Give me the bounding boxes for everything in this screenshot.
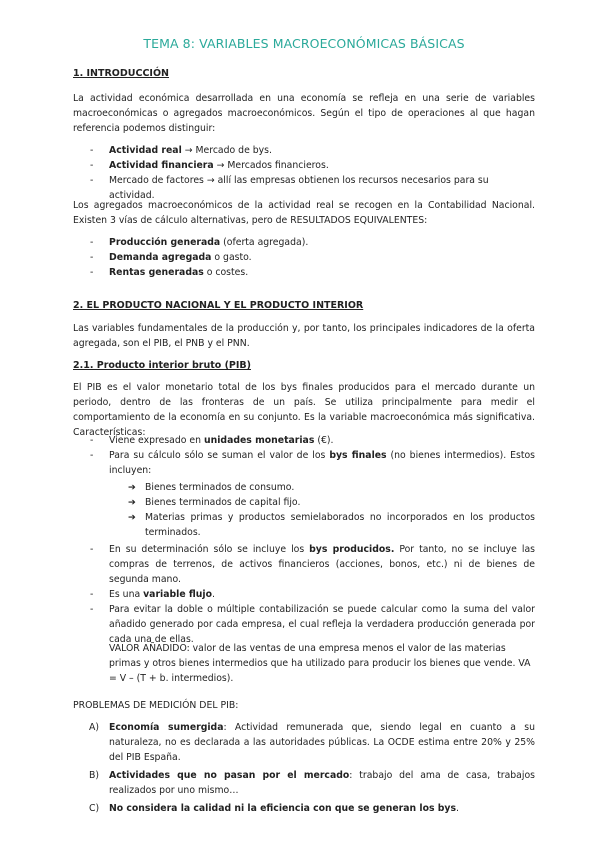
list-item: - Mercado de factores → allí las empresas obtienen los recursos necesarios para su actividad. [90,175,489,201]
problems-title: PROBLEMAS DE MEDICIÓN DEL PIB: [73,700,239,711]
problems-list [73,720,535,816]
letter-marker: B) [89,770,100,781]
dash-marker: - [90,604,94,615]
page-title: TEMA 8: VARIABLES MACROECONÓMICAS BÁSICAS [143,36,465,51]
dash-marker: - [90,589,94,600]
list-item: A) Economía sumergida: Actividad remunerada que, siendo legal en cuanto a su naturaleza, no es declarada a las autoridades públicas. La OCDE estima entre 20% y 25% del PIB España. [89,722,535,763]
dash-marker: - [90,160,94,171]
dash-marker: - [90,175,94,186]
list-item: - Producción generada (oferta agregada). [90,237,309,248]
list-item: - Actividad real → Mercado de bys. [90,145,272,156]
list-item: ➔ Bienes terminados de capital fijo. [128,497,301,508]
arrow-icon: ➔ [128,482,136,493]
list-item: - Rentas generadas o costes. [90,267,249,278]
section-heading-intro: 1. INTRODUCCIÓN [73,68,169,79]
section-heading-product: 2. EL PRODUCTO NACIONAL Y EL PRODUCTO INTERIOR [73,300,364,311]
intro-paragraph: La actividad económica desarrollada en una economía se refleja en una serie de variables macroeconómicas o agregados macroeconómicos. Según el tipo de operaciones al que hagan referencia podemos distinguir: [73,93,535,134]
dash-marker: - [90,145,94,156]
letter-marker: A) [89,722,99,733]
dash-marker: - [90,544,94,555]
list-item: - Viene expresado en unidades monetarias (€). [90,435,334,446]
fundamental-variables-paragraph: Las variables fundamentales de la producción y, por tanto, los principales indicadores de la oferta agregada, son el PIB, el PNB y el PNN. [73,323,535,349]
dash-marker: - [90,267,94,278]
subsection-heading-pib: 2.1. Producto interior bruto (PIB) [73,360,251,371]
value-added-definition: VALOR AÑADIDO: valor de las ventas de una empresa menos el valor de las materias primas y otros bienes intermedios que ha utilizado para producir los bienes que vende. VA = V – (T + b. intermedios). [109,643,531,684]
dash-marker: - [90,252,94,263]
letter-marker: C) [89,803,100,814]
list-item: - Demanda agregada o gasto. [90,252,252,263]
characteristics-list [73,433,535,647]
list-item: - Actividad financiera → Mercados financieros. [90,160,329,171]
dash-marker: - [90,435,94,446]
arrow-icon: ➔ [128,512,136,523]
list-item: - Para su cálculo sólo se suman el valor de los bys finales (no bienes intermedios). Estos incluyen: ➔ Bienes terminados de consumo. ➔ Bienes terminados de capital fijo. ➔ Materias primas y productos semielaborados no incorporados en los productos terminados. [90,450,535,538]
dash-marker: - [90,450,94,461]
list-item: ➔ Bienes terminados de consumo. [128,482,295,493]
national-accounts-paragraph: Los agregados macroeconómicos de la actividad real se recogen en la Contabilidad Nacional. Existen 3 vías de cálculo alternativas, pero de RESULTADOS EQUIVALENTES: [73,200,535,226]
arrow-icon: ➔ [128,497,136,508]
list-item: - Es una variable flujo. [90,589,215,600]
pib-definition-paragraph: El PIB es el valor monetario total de los bys finales producidos para el mercado durante un periodo, dentro de las fronteras de un país. Se utiliza principalmente para medir el comportamiento de la economía en su conjunto. Es la variable macroeconómica más significativa. Características: [73,382,535,438]
calculation-list [73,235,535,280]
list-item: B) Actividades que no pasan por el mercado: trabajo del ama de casa, trabajos realizados por uno mismo… [89,770,535,796]
activity-list [73,143,535,203]
list-item: - En su determinación sólo se incluye los bys producidos. Por tanto, no se incluye las compras de terrenos, de activos financieros (acciones, bonos, etc.) ni de bienes de segunda mano. [90,544,535,585]
dash-marker: - [90,237,94,248]
list-item: C) No considera la calidad ni la eficiencia con que se generan los bys. [89,803,459,814]
list-item: ➔ Materias primas y productos semielaborados no incorporados en los productos terminados. [128,512,535,538]
list-item: - Para evitar la doble o múltiple contabilización se puede calcular como la suma del valor añadido generado por cada empresa, el cual refleja la verdadera producción generada por cada una de ellas. [90,604,535,645]
final-goods-list [109,480,535,540]
